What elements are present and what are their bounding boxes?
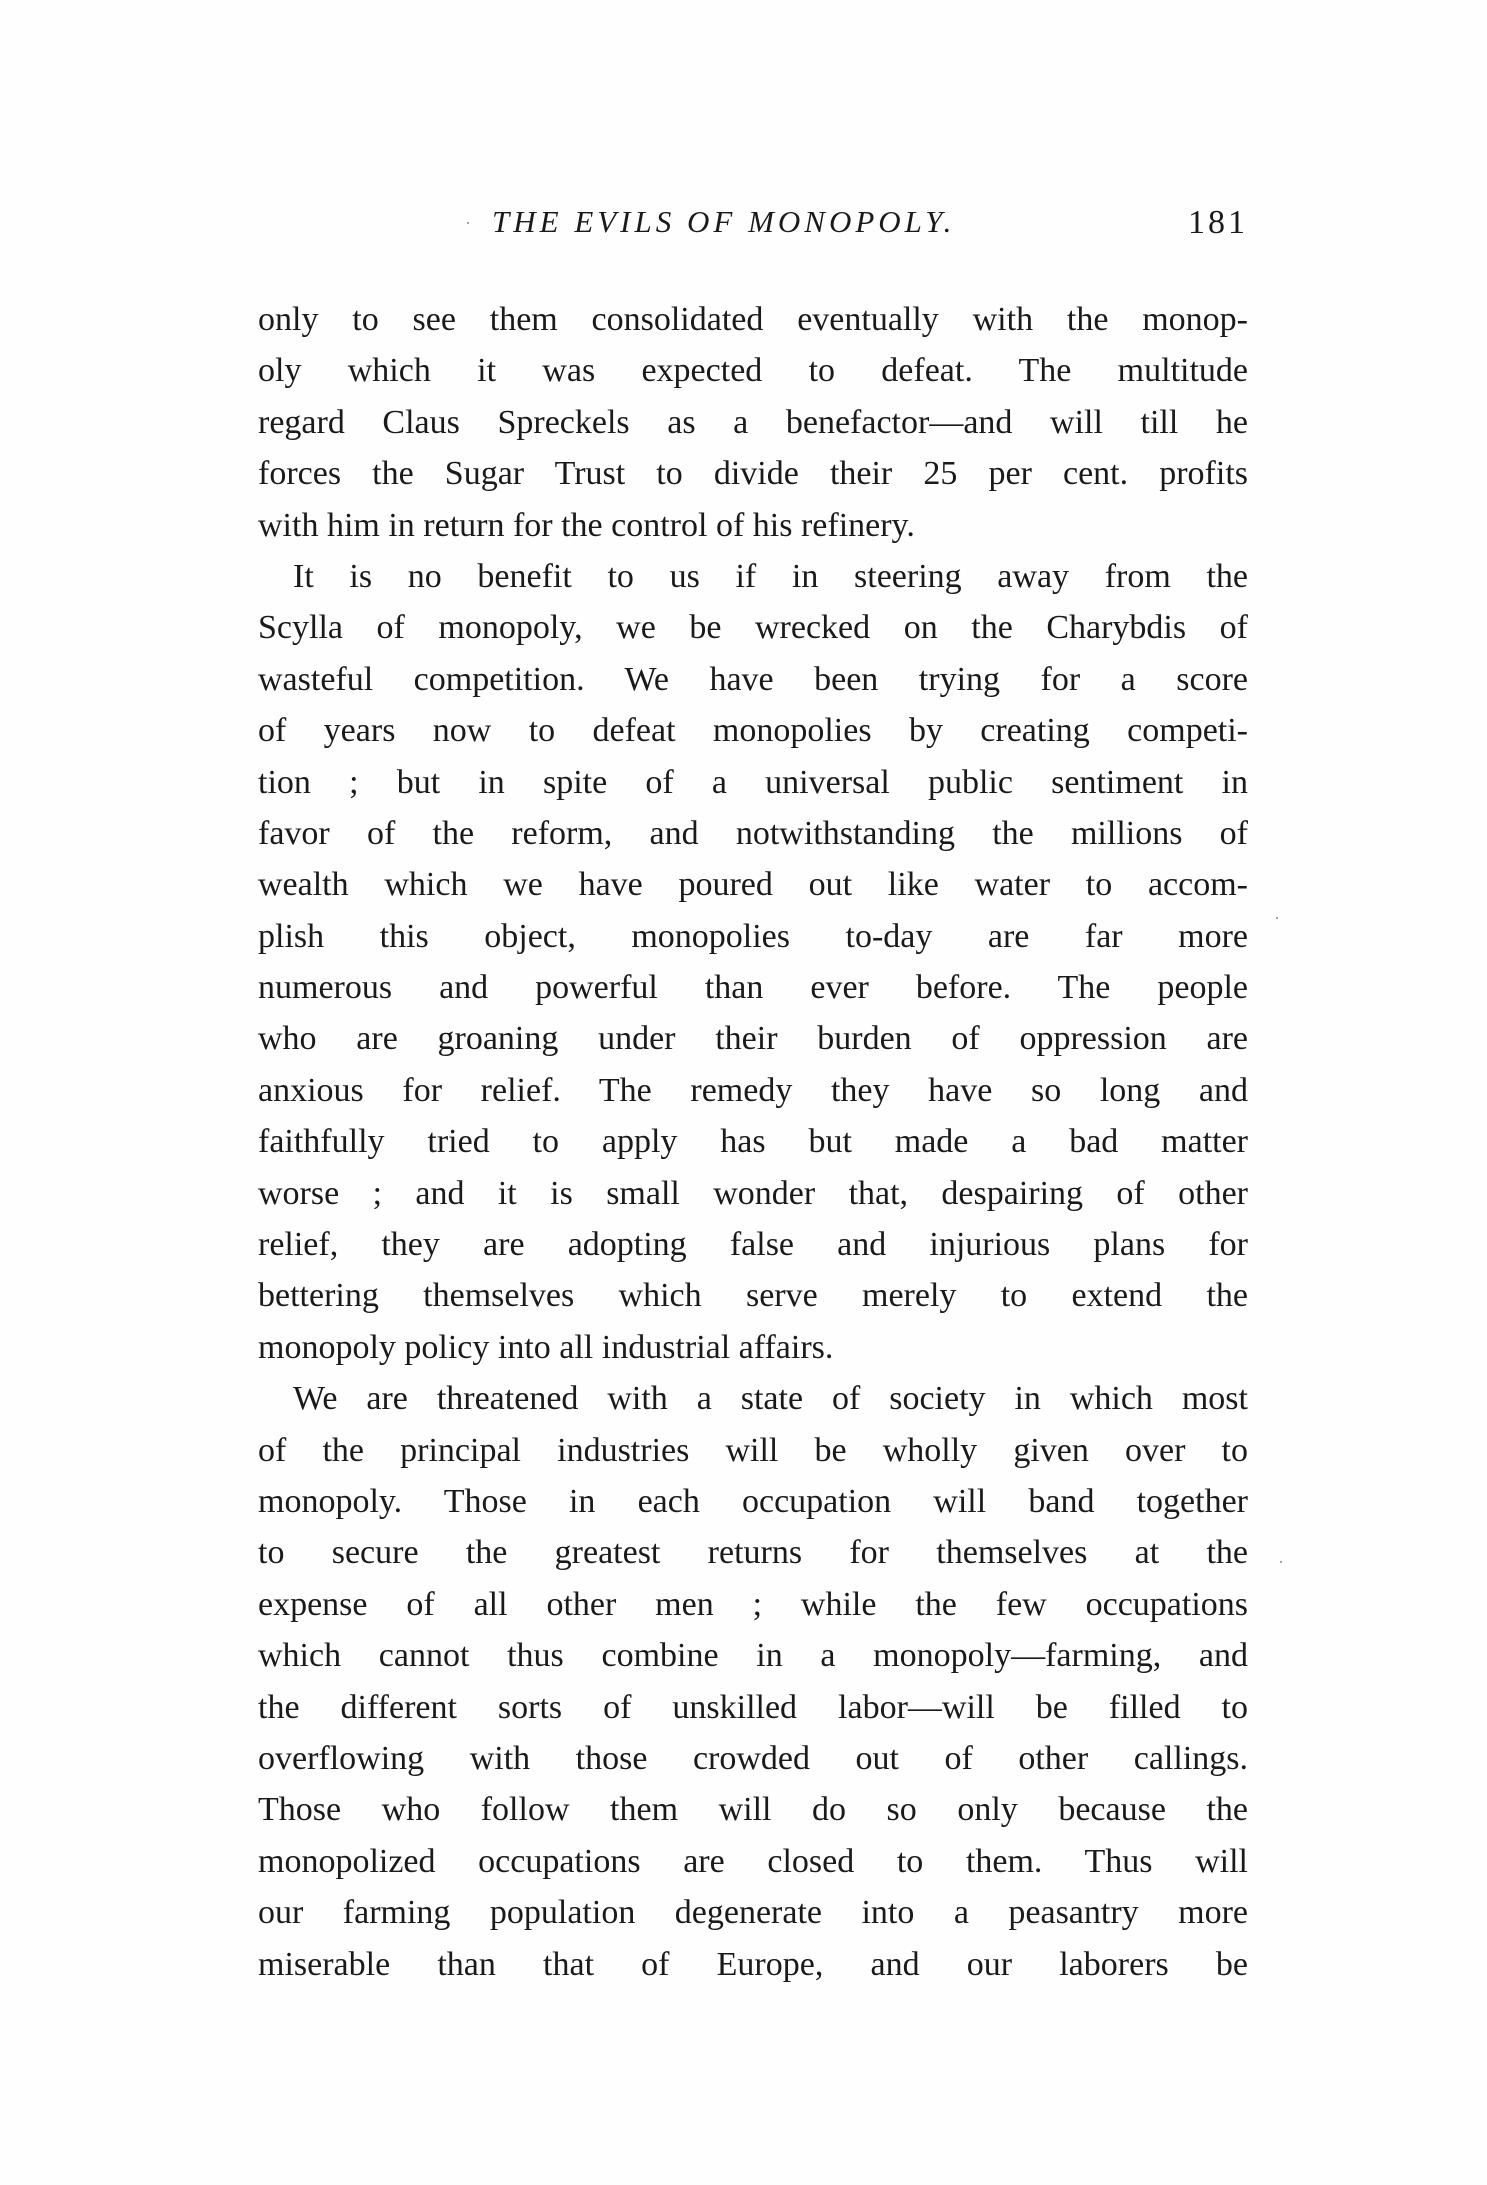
text-line: It is no benefit to us if in steering away from the bbox=[293, 557, 1248, 595]
text-line: regard Claus Spreckels as a benefactor—and will till he bbox=[258, 403, 1248, 441]
text-line: of years now to defeat monopolies by creating competi- bbox=[258, 712, 1248, 750]
scan-speck bbox=[1280, 1561, 1282, 1563]
text-line: Scylla of monopoly, we be wrecked on the Charybdis of bbox=[258, 609, 1248, 647]
text-line: only to see them consolidated eventually with the monop- bbox=[258, 301, 1248, 338]
text-line: numerous and powerful than ever before. The people bbox=[258, 969, 1248, 1007]
text-line: oly which it was expected to defeat. The multitude bbox=[258, 352, 1248, 390]
text-line: which cannot thus combine in a monopoly—farming, and bbox=[258, 1637, 1248, 1675]
scan-speck bbox=[467, 222, 469, 224]
text-line: overflowing with those crowded out of other callings. bbox=[258, 1739, 1248, 1777]
text-line: We are threatened with a state of society in which most bbox=[293, 1380, 1248, 1418]
text-line: relief, they are adopting false and injurious plans for bbox=[258, 1226, 1248, 1264]
page-header bbox=[258, 204, 1248, 252]
text-line: favor of the reform, and notwithstanding the millions of bbox=[258, 814, 1248, 852]
page-number: 181 bbox=[1188, 204, 1248, 241]
text-line: forces the Sugar Trust to divide their 25 per cent. profits bbox=[258, 455, 1248, 493]
scan-speck bbox=[1276, 917, 1278, 919]
text-line: plish this object, monopolies to-day are far more bbox=[258, 917, 1248, 955]
body-text bbox=[258, 294, 1248, 1990]
text-line: our farming population degenerate into a peasantry more bbox=[258, 1894, 1248, 1932]
text-line: Those who follow them will do so only because the bbox=[258, 1791, 1248, 1829]
text-line: faithfully tried to apply has but made a bad matter bbox=[258, 1123, 1248, 1161]
text-line: of the principal industries will be wholly given over to bbox=[258, 1431, 1248, 1469]
text-line: to secure the greatest returns for themselves at the bbox=[258, 1534, 1248, 1572]
text-line: miserable than that of Europe, and our laborers be bbox=[258, 1945, 1248, 1983]
text-line: anxious for relief. The remedy they have so long and bbox=[258, 1071, 1248, 1109]
text-line: worse ; and it is small wonder that, despairing of other bbox=[258, 1174, 1248, 1212]
text-line: monopoly policy into all industrial affairs. bbox=[258, 1328, 834, 1366]
text-line: expense of all other men ; while the few occupations bbox=[258, 1585, 1248, 1623]
text-line: the different sorts of unskilled labor—will be filled to bbox=[258, 1688, 1248, 1726]
text-line: wealth which we have poured out like water to accom- bbox=[258, 866, 1248, 904]
text-line: tion ; but in spite of a universal public sentiment in bbox=[258, 763, 1248, 801]
text-line: who are groaning under their burden of oppression are bbox=[258, 1020, 1248, 1058]
running-title: THE EVILS OF MONOPOLY. bbox=[492, 204, 956, 239]
text-line: with him in return for the control of his refinery. bbox=[258, 506, 915, 544]
text-line: monopoly. Those in each occupation will band together bbox=[258, 1482, 1248, 1520]
text-line: wasteful competition. We have been trying for a score bbox=[258, 660, 1248, 698]
text-line: bettering themselves which serve merely to extend the bbox=[258, 1277, 1248, 1315]
text-line: monopolized occupations are closed to them. Thus will bbox=[258, 1842, 1248, 1880]
